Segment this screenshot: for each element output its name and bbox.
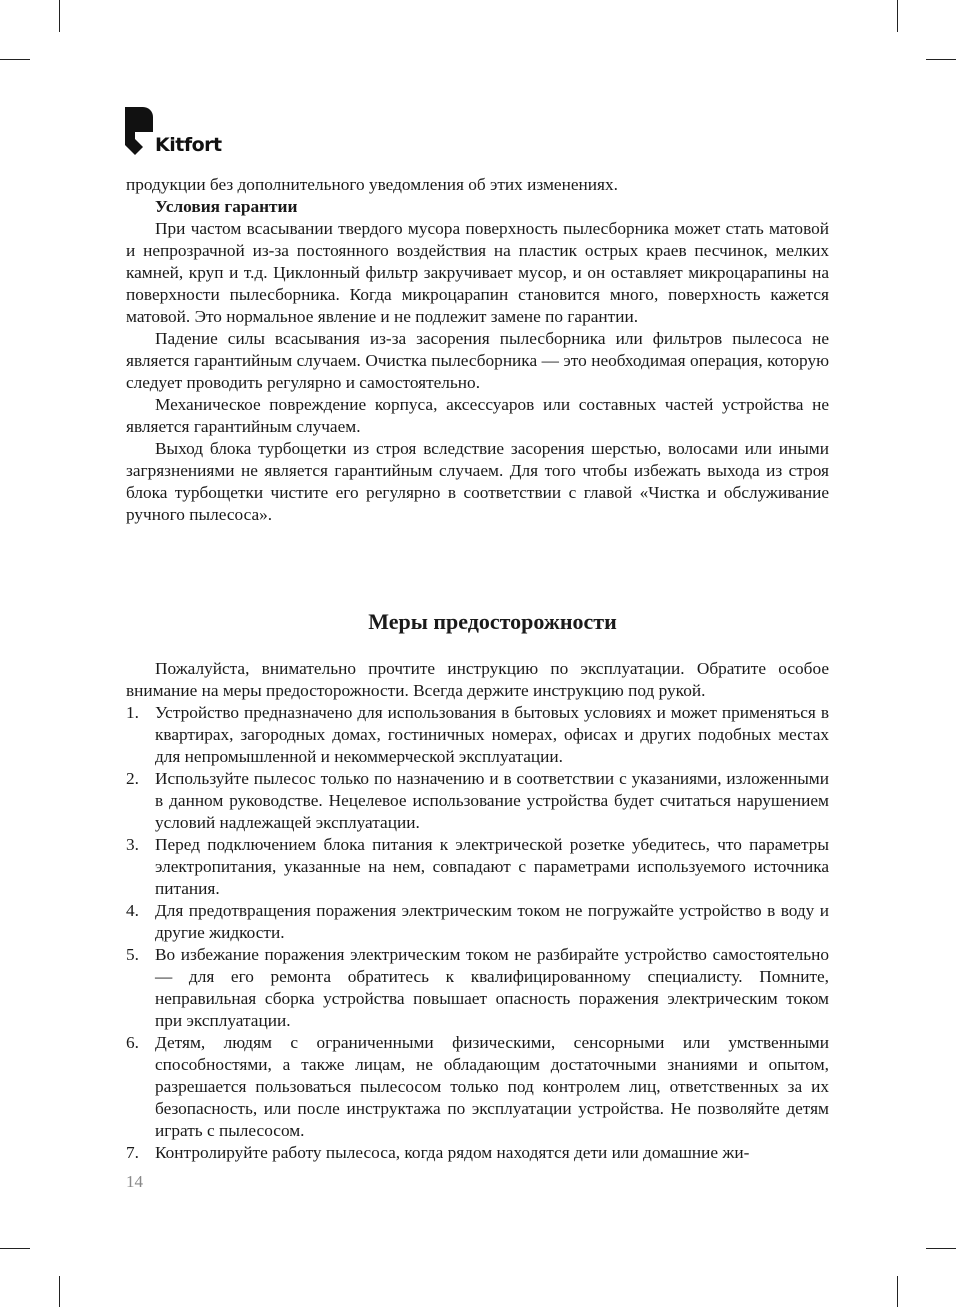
precautions-intro: Пожалуйста, внимательно прочтите инструкцию по эксплуатации. Обратите особое внимание на меры предосторожности. Всегда держите инструкцию под рукой. xyxy=(126,659,829,700)
kitfort-logo xyxy=(125,107,235,159)
carryover-paragraph: продукции без дополнительного уведомления об этих изменениях. xyxy=(126,175,618,194)
list-item xyxy=(126,1142,829,1164)
item-text: Перед подключением блока питания к электрической розетке убедитесь, что параметры электропитания, указанные на нем, совпадают с параметрами используемого источника питания. xyxy=(155,835,829,898)
item-text: Для предотвращения поражения электрическим током не погружайте устройство в воду и другие жидкости. xyxy=(155,901,829,942)
list-item xyxy=(126,944,829,1032)
section-title: Меры предосторожности xyxy=(368,609,617,634)
item-number: 6. xyxy=(126,1033,139,1052)
item-text: Контролируйте работу пылесоса, когда рядом находятся дети или домашние жи- xyxy=(155,1143,750,1162)
list-item xyxy=(126,1032,829,1142)
warranty-heading: Условия гарантии xyxy=(155,197,298,216)
list-item xyxy=(126,768,829,834)
precautions-list xyxy=(126,702,829,1164)
item-text: Во избежание поражения электрическим током не разбирайте устройство самостоятельно — для его ремонта обратитесь к квалифицированному специалисту. Помните, неправильная сборка устройства повышает опасность поражения электрическим током при эксплуатации. xyxy=(155,945,829,1030)
item-number: 5. xyxy=(126,945,139,964)
item-number: 2. xyxy=(126,769,139,788)
logo-brand-text: Kitfort xyxy=(155,134,222,156)
crop-mark xyxy=(897,1276,898,1307)
item-number: 7. xyxy=(126,1143,139,1162)
list-item xyxy=(126,702,829,768)
page-number: 14 xyxy=(126,1172,143,1191)
warranty-paragraph: Механическое повреждение корпуса, аксессуаров или составных частей устройства не является гарантийным случаем. xyxy=(126,395,829,436)
list-item xyxy=(126,900,829,944)
precautions-section xyxy=(126,658,829,1164)
crop-mark xyxy=(0,1248,30,1249)
crop-mark xyxy=(926,59,956,60)
list-item xyxy=(126,834,829,900)
warranty-section xyxy=(126,174,829,526)
crop-mark xyxy=(59,0,60,32)
crop-mark xyxy=(926,1248,956,1249)
crop-mark xyxy=(0,59,30,60)
item-text: Детям, людям с ограниченными физическими, сенсорными или умственными способностями, а также лицам, не обладающим достаточными знаниями и опытом, разрешается пользоваться пылесосом только под контролем лиц, ответственных за их безопасность, или после инструктажа по эксплуатации устройства. Не позволяйте детям играть с пылесосом. xyxy=(155,1033,829,1140)
item-number: 3. xyxy=(126,835,139,854)
item-text: Используйте пылесос только по назначению и в соответствии с указаниями, изложенными в данном руководстве. Нецелевое использование устройства будет считаться нарушением условий надлежащей эксплуатации. xyxy=(155,769,829,832)
warranty-paragraph: При частом всасывании твердого мусора поверхность пылесборника может стать матовой и непрозрачной из-за постоянного воздействия на пластик острых краев песчинок, мелких камней, круп и т.д. Циклонный фильтр закручивает мусор, и он оставляет микроцарапины на поверхности пылесборника. Когда микроцарапин становится много, поверхность кажется матовой. Это нормальное явление и не подлежит замене по гарантии. xyxy=(126,219,829,326)
warranty-paragraph: Падение силы всасывания из-за засорения пылесборника или фильтров пылесоса не является гарантийным случаем. Очистка пылесборника — это необходимая операция, которую следует проводить регулярно и самостоятельно. xyxy=(126,329,829,392)
crop-mark xyxy=(59,1276,60,1307)
kitfort-logo-icon xyxy=(125,107,153,159)
crop-mark xyxy=(897,0,898,32)
item-number: 1. xyxy=(126,703,139,722)
item-number: 4. xyxy=(126,901,139,920)
warranty-paragraph: Выход блока турбощетки из строя вследствие засорения шерстью, волосами или иными загрязнениями не является гарантийным случаем. Для того чтобы избежать выхода из строя блока турбощетки чистите его регулярно в соответствии с главой «Чистка и обслуживание ручного пылесоса». xyxy=(126,439,829,524)
item-text: Устройство предназначено для использования в бытовых условиях и может применяться в квартирах, загородных домах, гостиничных номерах, офисах и других подобных местах для непромышленной и некоммерческой эксплуатации. xyxy=(155,703,829,766)
